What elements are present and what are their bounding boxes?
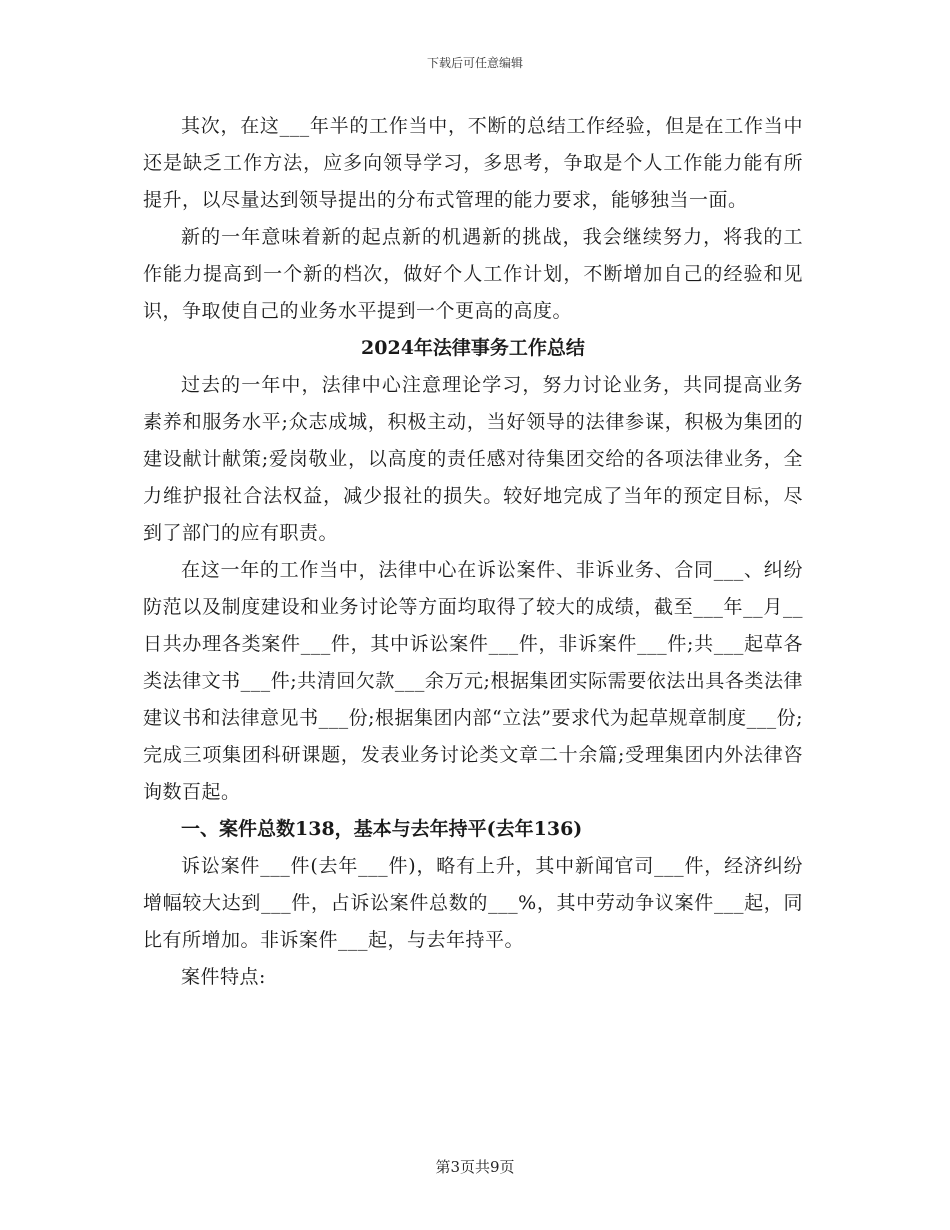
paragraph-2: 新的一年意味着新的起点新的机遇新的挑战，我会继续努力，将我的工作能力提高到一个新的档次，做好个人工作计划，不断增加自己的经验和见识，争取使自己的业务水平提到一个更高的高度。 [143, 226, 803, 322]
paragraph-4: 在这一年的工作当中，法律中心在诉讼案件、非诉业务、合同___、纠纷防范以及制度建设和业务讨论等方面均取得了较大的成绩，截至___年__月__日共办理各类案件___件，其中诉讼案件___件，非诉案件___件;共___起草各类法律文书___件;共清回欠款___余万元;根据集团实际需要依法出具各类法律建议书和法律意见书___份;根据集团内部“立法”要求代为起草规章制度___份;完成三项集团科研课题，发表业务讨论类文章二十余篇;受理集团内外法律咨询数百起。 [143, 559, 803, 803]
paragraph-1: 其次，在这___年半的工作当中，不断的总结工作经验，但是在工作当中还是缺乏工作方法，应多向领导学习，多思考，争取是个人工作能力能有所提升，以尽量达到领导提出的分布式管理的能力要求，能够独当一面。 [143, 115, 803, 211]
document-body [143, 108, 803, 996]
paragraph-6: 案件特点: [181, 966, 266, 988]
section-heading-1: 一、案件总数138，基本与去年持平(去年136) [181, 818, 583, 840]
header-note: 下载后可任意编辑 [426, 56, 523, 70]
paragraph-3: 过去的一年中，法律中心注意理论学习，努力讨论业务，共同提高业务素养和服务水平;众志成城，积极主动，当好领导的法律参谋，积极为集团的建设献计献策;爱岗敬业，以高度的责任感对待集团交给的各项法律业务，全力维护报社合法权益，减少报社的损失。较好地完成了当年的预定目标，尽到了部门的应有职责。 [143, 374, 803, 544]
page-number: 第3页共9页 [435, 1158, 515, 1176]
document-title: 2024年法律事务工作总结 [361, 337, 585, 359]
paragraph-5: 诉讼案件___件(去年___件)，略有上升，其中新闻官司___件，经济纠纷增幅较大达到___件，占诉讼案件总数的___%，其中劳动争议案件___起，同比有所增加。非诉案件___起，与去年持平。 [143, 855, 803, 951]
